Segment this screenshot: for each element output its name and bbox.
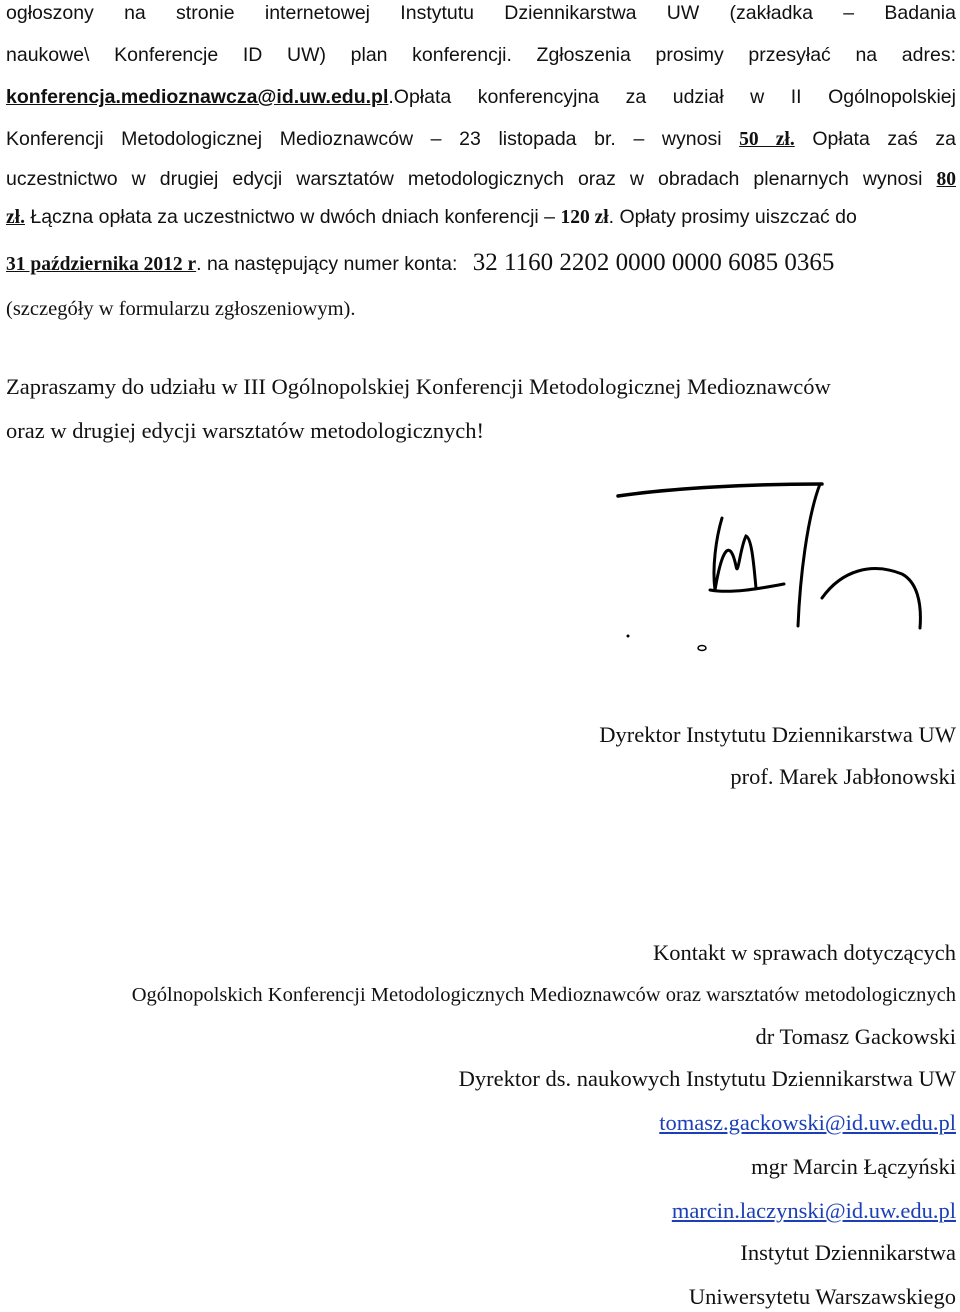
paragraph-line-4 bbox=[6, 126, 956, 153]
invitation-line-1 bbox=[6, 372, 956, 402]
paragraph-line-1 bbox=[6, 0, 956, 26]
paragraph-text: (szczegóły w formularzu zgłoszeniowym). bbox=[6, 298, 356, 320]
email-link[interactable]: marcin.laczynski@id.uw.edu.pl bbox=[671, 1198, 956, 1223]
contact-person-2-email bbox=[6, 1196, 956, 1226]
paragraph-line-3 bbox=[6, 84, 956, 110]
paragraph-line-7 bbox=[6, 248, 956, 280]
person-role: Dyrektor ds. naukowych Instytutu Dziennikarstwa UW bbox=[458, 1066, 956, 1091]
bank-account-number: 32 1160 2202 0000 0000 6085 0365 bbox=[472, 249, 835, 276]
paragraph-line-5 bbox=[6, 166, 956, 193]
organization-name: Instytut Dziennikarstwa bbox=[740, 1240, 956, 1265]
contact-person-2-name bbox=[6, 1152, 956, 1182]
paragraph-line-6 bbox=[6, 204, 956, 231]
paragraph-text: Łączna opłata za uczestnictwo w dwóch dniach konferencji – bbox=[24, 206, 561, 228]
fee-amount: 80 bbox=[936, 169, 956, 190]
director-name: prof. Marek Jabłonowski bbox=[730, 764, 956, 789]
invitation-text: oraz w drugiej edycji warsztatów metodologicznych! bbox=[6, 418, 484, 443]
paragraph-text: . na następujący numer konta: bbox=[196, 253, 463, 275]
director-title: Dyrektor Instytutu Dziennikarstwa UW bbox=[599, 722, 956, 747]
paragraph-text: ogłoszony na stronie internetowej Instytutu Dziennikarstwa UW (zakładka – Badania bbox=[6, 2, 956, 24]
paragraph-text: Konferencji Metodologicznej Medioznawców – 23 listopada br. – wynosi bbox=[6, 128, 740, 150]
contact-subject bbox=[6, 982, 956, 1008]
paragraph-text: naukowe\ Konferencje ID UW) plan konferencji. Zgłoszenia prosimy przesyłać na adres: bbox=[6, 44, 956, 66]
email-link[interactable]: tomasz.gackowski@id.uw.edu.pl bbox=[659, 1110, 956, 1135]
signature-name bbox=[6, 762, 956, 792]
organization-name: Uniwersytetu Warszawskiego bbox=[688, 1284, 956, 1309]
contact-org-line-2 bbox=[6, 1282, 956, 1312]
signature-title bbox=[6, 720, 956, 750]
contact-heading-text: Kontakt w sprawach dotyczących bbox=[652, 940, 956, 965]
paragraph-line-2 bbox=[6, 42, 956, 68]
contact-org-line-1 bbox=[6, 1238, 956, 1268]
person-name: mgr Marcin Łączyński bbox=[751, 1154, 956, 1179]
paragraph-text: uczestnictwo w drugiej edycji warsztatów metodologicznych oraz w obradach plenarnych wynosi bbox=[6, 168, 937, 190]
paragraph-text: . Opłaty prosimy uiszczać do bbox=[608, 206, 857, 228]
paragraph-text: .Opłata konferencyjna za udział w II Ogólnopolskiej bbox=[388, 86, 956, 108]
total-fee: 120 zł bbox=[560, 207, 609, 228]
paragraph-line-8 bbox=[6, 296, 956, 322]
contact-person-1-name bbox=[6, 1022, 956, 1052]
invitation-text: Zapraszamy do udziału w III Ogólnopolskiej Konferencji Metodologicznej Medioznawców bbox=[6, 374, 831, 399]
handwritten-signature bbox=[612, 478, 932, 668]
contact-heading bbox=[6, 938, 956, 968]
conference-email-link[interactable]: konferencja.medioznawcza@id.uw.edu.pl bbox=[6, 86, 389, 108]
invitation-line-2 bbox=[6, 416, 956, 446]
payment-deadline: 31 października 2012 r bbox=[6, 254, 197, 275]
person-name: dr Tomasz Gackowski bbox=[755, 1024, 956, 1049]
contact-person-1-role bbox=[6, 1064, 956, 1094]
contact-person-1-email bbox=[6, 1108, 956, 1138]
fee-amount: zł. bbox=[6, 207, 25, 228]
contact-subject-text: Ogólnopolskich Konferencji Metodologicznych Medioznawców oraz warsztatów metodologicznych bbox=[131, 984, 956, 1006]
paragraph-text: Opłata zaś za bbox=[794, 128, 956, 150]
fee-amount: 50 zł. bbox=[739, 129, 795, 150]
